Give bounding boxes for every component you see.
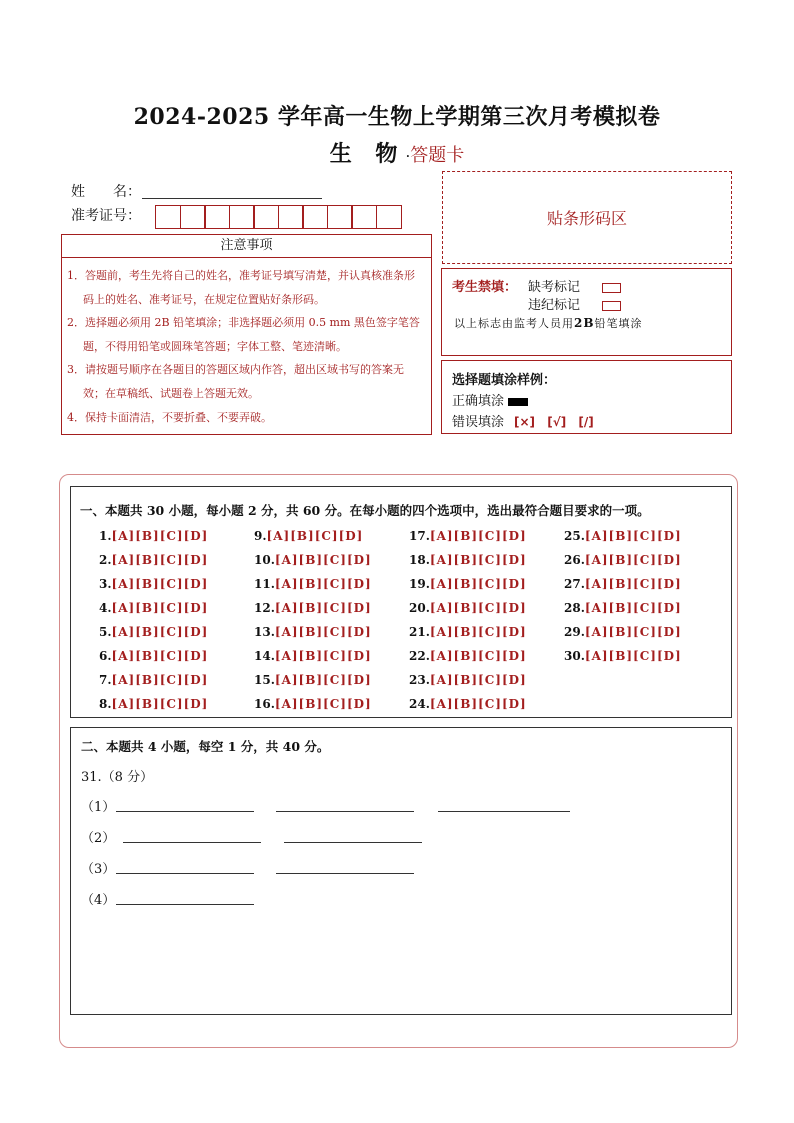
choice-options[interactable]: [A][B][C][D] — [429, 601, 527, 615]
question-number: 13. — [254, 625, 275, 639]
notice-item: 1．答题前，考生先将自己的姓名，准考证号填写清楚，并认真核准条形码上的姓名、准考证号，在规定位置贴好条形码。 — [67, 269, 415, 306]
examiner-only-panel — [441, 268, 732, 356]
barcode-area — [442, 171, 732, 264]
exam-id-box[interactable] — [253, 205, 279, 229]
examiner-note — [454, 315, 643, 331]
name-label: 姓 名： — [71, 184, 141, 200]
choice-options[interactable]: [A][B][C][D] — [111, 625, 209, 639]
choice-row[interactable] — [99, 575, 259, 599]
question-number: 20. — [409, 601, 430, 615]
notice-item: 2．选择题必须用 2B 铅笔填涂；非选择题必须用 0.5 mm 黑色签字笔答题，不得用铅笔或圆珠笔答题；字体工整、笔迹清晰。 — [67, 316, 420, 353]
choice-options[interactable]: [A][B][C][D] — [429, 577, 527, 591]
answer-line[interactable] — [116, 811, 254, 812]
choice-row[interactable] — [254, 551, 414, 575]
notice-panel — [61, 234, 432, 435]
answer-line[interactable] — [284, 842, 422, 843]
choice-options[interactable]: [A][B][C][D] — [429, 649, 527, 663]
choice-row[interactable] — [254, 647, 414, 671]
answer-card-label: 答题卡 — [410, 145, 465, 166]
examiner-note-text: 以上标志由监考人员用 — [454, 317, 574, 330]
question-number: 23. — [409, 673, 430, 687]
exam-id-boxes — [155, 205, 400, 229]
choice-options[interactable]: [A][B][C][D] — [274, 649, 372, 663]
question-number: 24. — [409, 697, 430, 711]
choice-row[interactable] — [564, 623, 724, 647]
question-number: 5. — [99, 625, 112, 639]
question-number: 3. — [99, 577, 112, 591]
subquestion-label: （1） — [81, 800, 116, 815]
violation-mark-box[interactable] — [602, 301, 621, 311]
choice-row[interactable] — [564, 551, 724, 575]
choice-row[interactable] — [254, 671, 414, 695]
question-number: 18. — [409, 553, 430, 567]
choice-options[interactable]: [A][B][C][D] — [429, 529, 527, 543]
choice-options[interactable]: [A][B][C][D] — [111, 553, 209, 567]
choice-options[interactable]: [A][B][C][D] — [584, 625, 682, 639]
choice-options[interactable]: [A][B][C][D] — [584, 601, 682, 615]
choice-column — [409, 527, 569, 719]
question-number: 1. — [99, 529, 112, 543]
question-number: 4. — [99, 601, 112, 615]
question-number: 19. — [409, 577, 430, 591]
choice-options[interactable]: [A][B][C][D] — [584, 649, 682, 663]
absent-mark-box[interactable] — [602, 283, 621, 293]
answer-line[interactable] — [276, 811, 414, 812]
choice-row[interactable] — [254, 599, 414, 623]
question-number: 25. — [564, 529, 585, 543]
question-number: 15. — [254, 673, 275, 687]
question-31-label: 31.（8 分） — [81, 770, 154, 785]
answer-line[interactable] — [116, 904, 254, 905]
subtitle-dot: · — [405, 147, 411, 165]
choice-row[interactable] — [99, 695, 259, 719]
choice-options[interactable]: [A][B][C][D] — [429, 553, 527, 567]
answer-line[interactable] — [438, 811, 570, 812]
question-number: 11. — [254, 577, 275, 591]
question-number: 17. — [409, 529, 430, 543]
answer-line[interactable] — [276, 873, 414, 874]
choice-options[interactable]: [A][B][C][D] — [274, 601, 372, 615]
question-number: 28. — [564, 601, 585, 615]
choice-column — [564, 527, 724, 671]
question-number: 27. — [564, 577, 585, 591]
correct-fill-row — [452, 390, 528, 409]
examiner-note-text-end: 铅笔填涂 — [594, 317, 643, 330]
choice-options[interactable]: [A][B][C][D] — [111, 577, 209, 591]
notice-item: 4．保持卡面清洁，不要折叠、不要弄破。 — [67, 410, 272, 424]
exam-id-box[interactable] — [302, 205, 328, 229]
exam-id-box[interactable] — [180, 205, 206, 229]
choice-row[interactable] — [409, 575, 569, 599]
filled-mark-icon — [508, 398, 528, 406]
choice-row[interactable] — [409, 623, 569, 647]
exam-id-box[interactable] — [351, 205, 377, 229]
choice-row[interactable] — [99, 671, 259, 695]
wrong-fill-marks: [×] [√] [/] — [514, 415, 594, 429]
choice-options[interactable]: [A][B][C][D] — [584, 553, 682, 567]
choice-row[interactable] — [254, 623, 414, 647]
choice-options[interactable]: [A][B][C][D] — [274, 697, 372, 711]
exam-id-box[interactable] — [204, 205, 230, 229]
question-number: 12. — [254, 601, 275, 615]
answer-line[interactable] — [116, 873, 254, 874]
question-number: 26. — [564, 553, 585, 567]
section2-heading: 二、本题共 4 小题，每空 1 分，共 40 分。 — [81, 739, 330, 754]
subquestion-label: （3） — [81, 862, 116, 877]
fill-sample-panel — [441, 360, 732, 434]
choice-options[interactable]: [A][B][C][D] — [274, 625, 372, 639]
exam-id-label: 准考证号： — [71, 208, 141, 224]
choice-row[interactable] — [99, 647, 259, 671]
choice-row[interactable] — [409, 527, 569, 551]
choice-options[interactable]: [A][B][C][D] — [584, 577, 682, 591]
choice-row[interactable] — [409, 671, 569, 695]
absent-mark-row — [528, 276, 621, 295]
barcode-label: 贴条形码区 — [546, 209, 627, 228]
question-number: 30. — [564, 649, 585, 663]
correct-fill-label: 正确填涂 — [452, 394, 505, 409]
choice-options[interactable]: [A][B][C][D] — [429, 697, 527, 711]
subquestion-label: （2） — [81, 831, 116, 846]
choice-options[interactable]: [A][B][C][D] — [429, 625, 527, 639]
section1-heading: 一、本题共 30 小题，每小题 2 分，共 60 分。在每小题的四个选项中，选出最符合题目要求的一项。 — [80, 503, 650, 518]
exam-id-box[interactable] — [229, 205, 255, 229]
choice-options[interactable]: [A][B][C][D] — [584, 529, 682, 543]
question-number: 6. — [99, 649, 112, 663]
wrong-fill-label: 错误填涂 — [452, 415, 505, 430]
choice-row[interactable] — [254, 527, 414, 551]
question-number: 14. — [254, 649, 275, 663]
exam-id-box[interactable] — [327, 205, 353, 229]
choice-row[interactable] — [254, 575, 414, 599]
fill-in-section — [70, 727, 732, 1015]
question-number: 29. — [564, 625, 585, 639]
choice-options[interactable]: [A][B][C][D] — [274, 577, 372, 591]
violation-mark-label: 违纪标记 — [528, 298, 581, 313]
question-number: 16. — [254, 697, 275, 711]
question-number: 9. — [254, 529, 267, 543]
examiner-note-pencil: 2B — [574, 316, 595, 330]
choice-options[interactable]: [A][B][C][D] — [111, 601, 209, 615]
exam-id-box[interactable] — [376, 205, 402, 229]
choice-options[interactable]: [A][B][C][D] — [111, 649, 209, 663]
choice-row[interactable] — [564, 647, 724, 671]
choice-row[interactable] — [99, 551, 259, 575]
subtitle — [0, 137, 794, 168]
choice-row[interactable] — [564, 599, 724, 623]
absent-mark-label: 缺考标记 — [528, 280, 581, 295]
choice-options[interactable]: [A][B][C][D] — [274, 553, 372, 567]
notice-heading: 注意事项 — [62, 235, 431, 258]
violation-mark-row — [528, 294, 621, 313]
choice-row[interactable] — [409, 599, 569, 623]
question-number: 10. — [254, 553, 275, 567]
wrong-fill-row — [452, 411, 594, 430]
name-field[interactable] — [142, 198, 322, 199]
exam-id-box[interactable] — [155, 205, 181, 229]
question-number: 2. — [99, 553, 112, 567]
question-number: 21. — [409, 625, 430, 639]
choice-row[interactable] — [99, 599, 259, 623]
choice-column — [254, 527, 414, 719]
choice-row[interactable] — [409, 647, 569, 671]
fill-sample-label: 选择题填涂样例： — [452, 373, 557, 388]
question-number: 8. — [99, 697, 112, 711]
choice-row[interactable] — [99, 623, 259, 647]
choice-options[interactable]: [A][B][C][D] — [111, 529, 209, 543]
multiple-choice-section — [70, 486, 732, 718]
choice-options[interactable]: [A][B][C][D] — [266, 529, 364, 543]
choice-row[interactable] — [99, 527, 259, 551]
notice-list — [62, 258, 431, 429]
choice-options[interactable]: [A][B][C][D] — [429, 673, 527, 687]
choice-row[interactable] — [254, 695, 414, 719]
question-number: 7. — [99, 673, 112, 687]
choice-row[interactable] — [409, 695, 569, 719]
subquestion-label: （4） — [81, 893, 116, 908]
choice-row[interactable] — [564, 575, 724, 599]
exam-id-box[interactable] — [278, 205, 304, 229]
subject-name: 生 物 — [329, 141, 406, 167]
choice-column — [99, 527, 259, 719]
question-number: 22. — [409, 649, 430, 663]
examiner-only-label: 考生禁填： — [452, 280, 518, 295]
choice-options[interactable]: [A][B][C][D] — [274, 673, 372, 687]
choice-row[interactable] — [564, 527, 724, 551]
answer-line[interactable] — [123, 842, 261, 843]
choice-row[interactable] — [409, 551, 569, 575]
choice-options[interactable]: [A][B][C][D] — [111, 697, 209, 711]
page-title: 2024-2025 学年高一生物上学期第三次月考模拟卷 — [133, 104, 661, 130]
notice-item: 3．请按题号顺序在各题目的答题区域内作答，超出区域书写的答案无效；在草稿纸、试题卷上答题无效。 — [67, 363, 404, 400]
choice-options[interactable]: [A][B][C][D] — [111, 673, 209, 687]
